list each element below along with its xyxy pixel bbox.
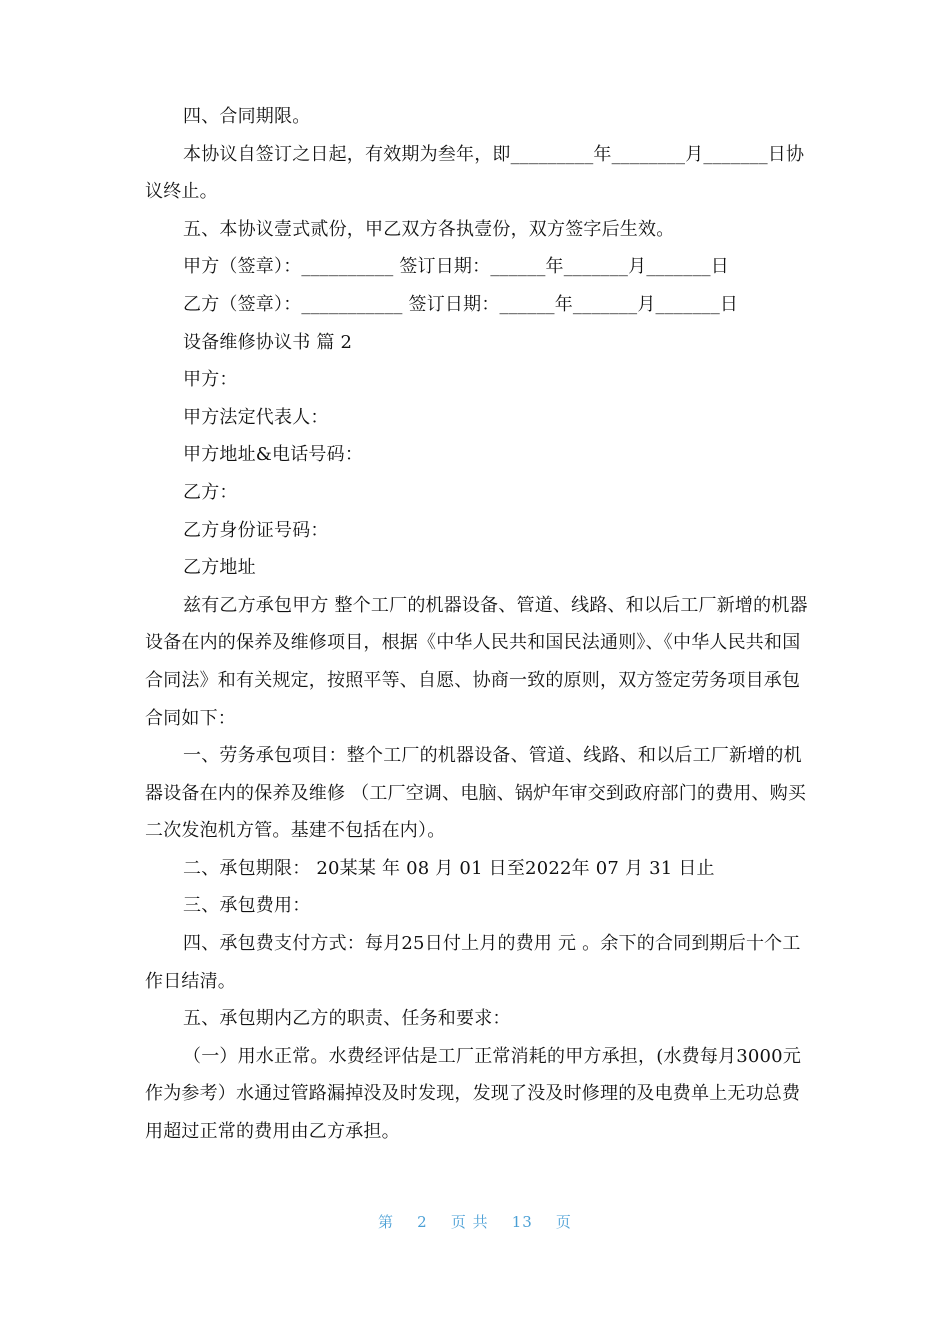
paragraph: 一、劳务承包项目：整个工厂的机器设备、管道、线路、和以后工厂新增的机器设备在内的保养及维修 （工厂空调、电脑、锅炉年审交到政府部门的费用、购买二次发泡机方管。基建不包括在内）。: [145, 745, 807, 842]
signature-line-party-b: 乙方（签章）：___________ 签订日期：______年_______月_______日: [183, 293, 739, 315]
section-title: 设备维修协议书 篇 2: [183, 331, 353, 353]
signature-line-party-a: 甲方（签章）：__________ 签订日期：______年_______月_______日: [183, 256, 729, 278]
footer-suffix: 页: [555, 1213, 572, 1231]
party-b-id-field: 乙方身份证号码：: [183, 519, 329, 541]
paragraph: （一）用水正常。水费经评估是工厂正常消耗的甲方承担，(水费每月3000元作为参考）水通过管路漏掉没及时发现，发现了没及时修理的及电费单上无功总费用超过正常的费用由乙方承担。: [145, 1045, 802, 1143]
paragraph: 四、承包费支付方式：每月25日付上月的费用 元 。余下的合同到期后十个工作日结清。: [145, 933, 801, 992]
party-a-address-field: 甲方地址&电话号码：: [183, 444, 364, 466]
paragraph: 四、合同期限。: [183, 106, 311, 127]
paragraph: 五、承包期内乙方的职责、任务和要求：: [183, 1008, 511, 1030]
footer-middle: 页 共: [450, 1213, 489, 1231]
paragraph: 二、承包期限： 20某某 年 08 月 01 日至2022年 07 月 31 日止: [183, 857, 715, 879]
party-b-field: 乙方：: [183, 481, 238, 503]
paragraph: 兹有乙方承包甲方 整个工厂的机器设备、管道、线路、和以后工厂新增的机器设备在内的保养及维修项目，根据《中华人民共和国民法通则》、《中华人民共和国合同法》和有关规定，按照平等、自愿、协商一致的原则，双方签定劳务项目承包合同如下：: [145, 594, 808, 729]
party-b-address-field: 乙方地址: [183, 557, 256, 579]
party-a-representative-field: 甲方法定代表人：: [183, 406, 329, 428]
footer-current-page: 2: [417, 1213, 428, 1231]
paragraph: 三、承包费用：: [183, 895, 311, 917]
paragraph: 本协议自签订之日起，有效期为叁年，即_________年________月_______日协议终止。: [145, 143, 805, 203]
party-a-field: 甲方：: [183, 369, 238, 391]
paragraph: 五、本协议壹式贰份，甲乙双方各执壹份，双方签字后生效。: [183, 218, 675, 240]
footer-prefix: 第: [378, 1213, 395, 1231]
page-footer: [0, 1211, 950, 1232]
footer-total-pages: 13: [511, 1213, 533, 1231]
document-body: [145, 98, 810, 1151]
